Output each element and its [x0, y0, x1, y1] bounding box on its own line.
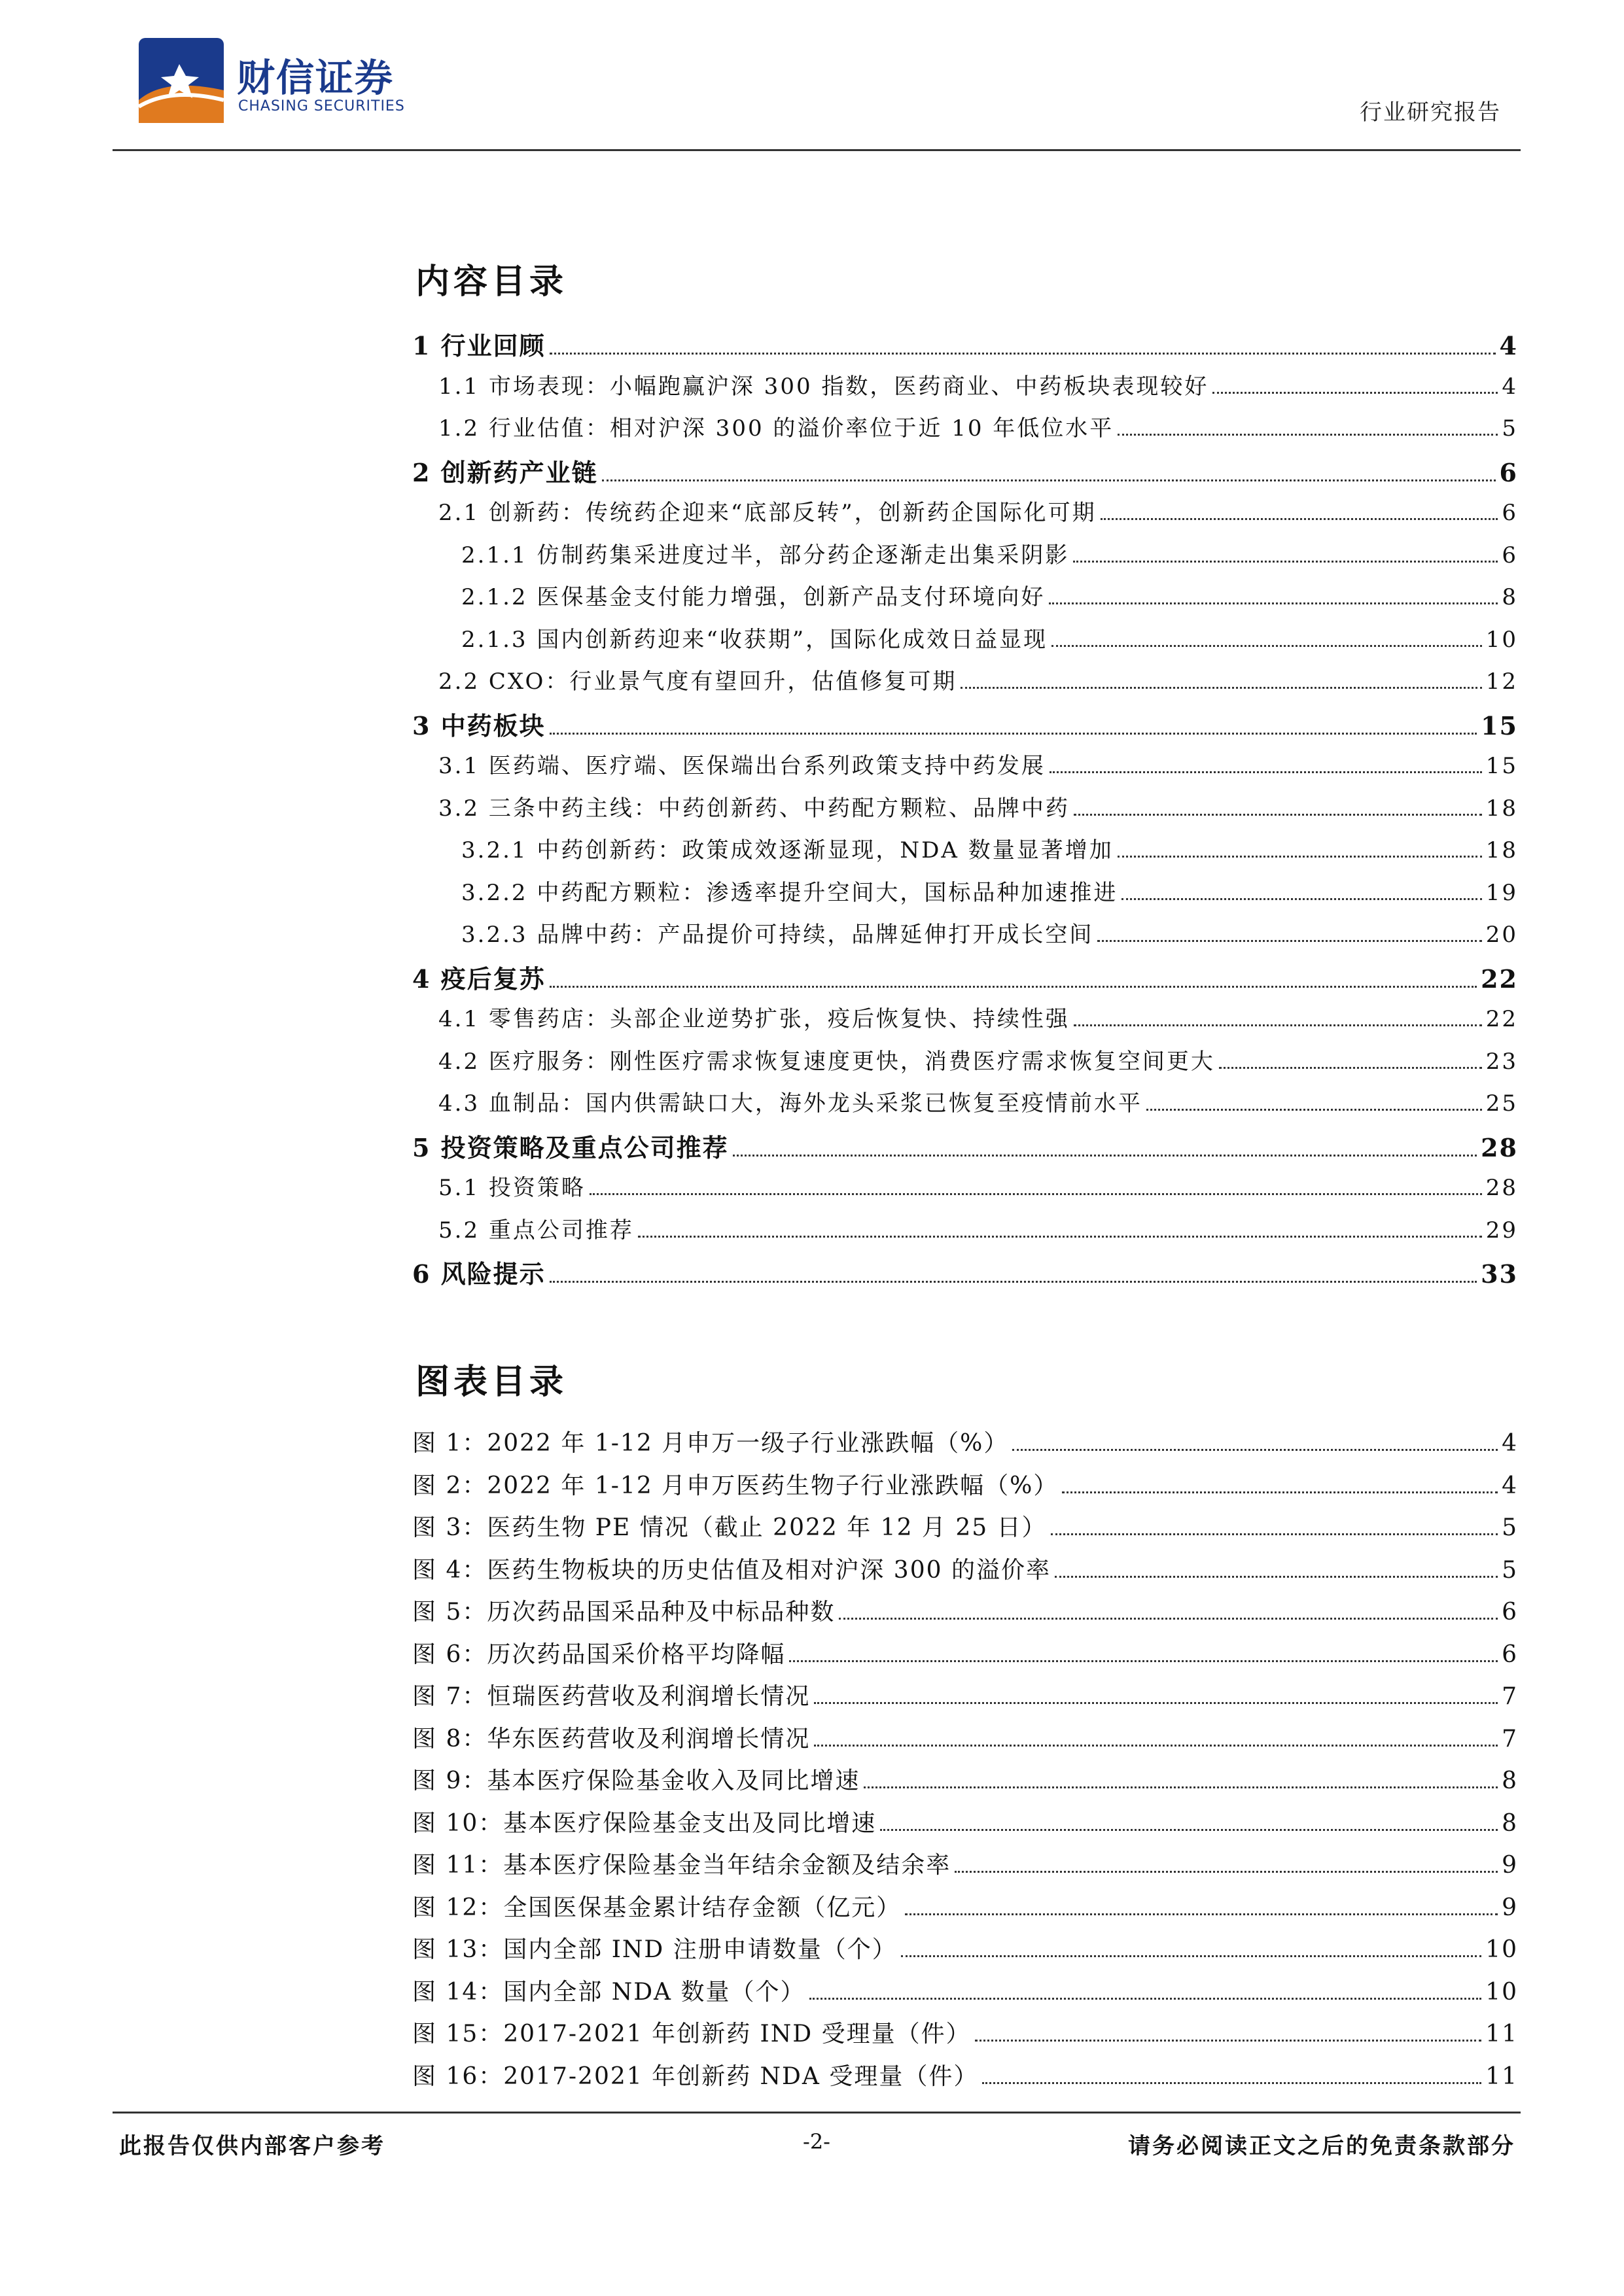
toc-entry[interactable]	[412, 1212, 1518, 1255]
logo-english-name: CHASING SECURITIES	[238, 98, 405, 114]
dot-leader	[1121, 898, 1481, 900]
dot-leader	[1055, 1576, 1498, 1578]
figure-entry-page: 11	[1485, 2021, 1518, 2047]
dot-leader	[864, 1786, 1498, 1788]
toc-entry[interactable]	[412, 875, 1518, 917]
figure-entry[interactable]	[412, 1467, 1518, 1510]
page-footer	[113, 2112, 1521, 2166]
figure-entry[interactable]	[412, 1509, 1518, 1552]
figures-title: 图表目录	[415, 1362, 568, 1402]
dot-leader	[638, 1236, 1482, 1238]
toc-entry-page: 19	[1485, 879, 1518, 906]
dot-leader	[550, 1281, 1477, 1283]
toc-entry-page: 5	[1502, 415, 1518, 442]
toc-entry[interactable]	[412, 1170, 1518, 1212]
figure-entry-page: 6	[1502, 1641, 1518, 1668]
figure-entry-page: 4	[1502, 1472, 1518, 1499]
figure-entry-label: 图 6：历次药品国采价格平均降幅	[412, 1641, 786, 1668]
figure-entry-label: 图 8：华东医药营收及利润增长情况	[412, 1725, 811, 1752]
figure-entry-label: 图 4：医药生物板块的历史估值及相对沪深 300 的溢价率	[412, 1556, 1051, 1584]
figure-entry-label: 图 10：基本医疗保险基金支出及同比增速	[412, 1809, 877, 1837]
toc-entry-label: 3.2.1 中药创新药：政策成效逐渐显现，NDA 数量显著增加	[461, 837, 1114, 863]
toc-entry-page: 28	[1481, 1132, 1518, 1162]
figure-entry-label: 图 9：基本医疗保险基金收入及同比增速	[412, 1767, 860, 1794]
page-header	[113, 31, 1521, 151]
toc-entry[interactable]	[412, 790, 1518, 833]
figure-entry-page: 8	[1502, 1809, 1518, 1837]
figure-entry[interactable]	[412, 1552, 1518, 1594]
toc-entry[interactable]	[412, 832, 1518, 875]
toc-entry-label: 2.1.1 仿制药集采进度过半，部分药企逐渐走出集采阴影	[461, 542, 1070, 568]
dot-leader	[550, 353, 1496, 355]
toc-entry-label: 5 投资策略及重点公司推荐	[412, 1132, 729, 1162]
toc-entry-label: 2 创新药产业链	[412, 457, 598, 487]
toc-entry[interactable]	[412, 706, 1518, 748]
figure-entry[interactable]	[412, 1593, 1518, 1636]
dot-leader	[982, 2082, 1481, 2084]
figure-entry-page: 10	[1485, 1978, 1518, 2006]
toc-entry[interactable]	[412, 579, 1518, 621]
page-number: -2-	[803, 2129, 830, 2154]
toc-entry-label: 1.1 市场表现：小幅跑赢沪深 300 指数，医药商业、中药板块表现较好	[438, 373, 1209, 400]
dot-leader	[1118, 856, 1482, 858]
dot-leader	[1049, 602, 1498, 604]
figure-entry[interactable]	[412, 1425, 1518, 1467]
dot-leader	[880, 1829, 1498, 1831]
toc-entry-label: 1 行业回顾	[412, 331, 546, 360]
dot-leader	[1212, 392, 1498, 394]
figure-entry-page: 5	[1502, 1556, 1518, 1584]
dot-leader	[1050, 771, 1482, 773]
toc-entry[interactable]	[412, 368, 1518, 411]
dot-leader	[1101, 518, 1498, 520]
toc-entry-page: 29	[1485, 1217, 1518, 1244]
toc-entry-page: 15	[1485, 753, 1518, 779]
dot-leader	[1097, 940, 1481, 942]
dot-leader	[590, 1193, 1482, 1195]
figure-entry-label: 图 2：2022 年 1-12 月申万医药生物子行业涨跌幅（%）	[412, 1472, 1059, 1499]
toc-entry-page: 12	[1485, 669, 1518, 695]
figure-entry-label: 图 16：2017-2021 年创新药 NDA 受理量（件）	[412, 2062, 979, 2090]
figure-entry[interactable]	[412, 1720, 1518, 1763]
toc-entry[interactable]	[412, 1001, 1518, 1043]
toc-entry-label: 5.1 投资策略	[438, 1175, 586, 1201]
logo-chinese-name: 财信证券	[237, 56, 395, 100]
figure-entry-label: 图 13：国内全部 IND 注册申请数量（个）	[412, 1936, 897, 1963]
dot-leader	[1051, 1533, 1498, 1535]
figure-entry-page: 9	[1502, 1894, 1518, 1921]
toc-entry-page: 28	[1485, 1175, 1518, 1201]
footer-disclaimer-right: 请务必阅读正文之后的免责条款部分	[1128, 2133, 1515, 2159]
toc-entry[interactable]	[412, 326, 1518, 368]
figure-entry-page: 11	[1485, 2062, 1518, 2090]
dot-leader	[733, 1155, 1477, 1157]
dot-leader	[602, 479, 1496, 481]
figure-entry-page: 10	[1485, 1936, 1518, 1963]
figure-entry[interactable]	[412, 1847, 1518, 1889]
toc-entry-page: 15	[1481, 710, 1518, 740]
figure-entry-label: 图 11：基本医疗保险基金当年结余金额及结余率	[412, 1852, 951, 1879]
company-logo	[139, 38, 466, 123]
chasing-logo-icon	[139, 38, 224, 123]
figure-entry[interactable]	[412, 1889, 1518, 1932]
toc-entry-page: 4	[1502, 373, 1518, 400]
toc-entry-label: 3 中药板块	[412, 710, 546, 740]
dot-leader	[814, 1702, 1498, 1704]
figure-entry[interactable]	[412, 1636, 1518, 1679]
figure-entry-label: 图 3：医药生物 PE 情况（截止 2022 年 12 月 25 日）	[412, 1514, 1047, 1541]
figure-entry-page: 8	[1502, 1767, 1518, 1794]
toc-list	[412, 326, 1518, 1296]
dot-leader	[975, 2040, 1482, 2042]
dot-leader	[1146, 1109, 1482, 1111]
toc-entry-label: 4.3 血制品：国内供需缺口大，海外龙头采浆已恢复至疫情前水平	[438, 1090, 1142, 1117]
figure-entry-page: 7	[1502, 1725, 1518, 1752]
toc-entry-page: 10	[1485, 626, 1518, 653]
toc-entry-page: 18	[1485, 837, 1518, 863]
toc-entry[interactable]	[412, 495, 1518, 537]
toc-entry-label: 2.1.3 国内创新药迎来“收获期”，国际化成效日益显现	[461, 626, 1048, 653]
figure-entry[interactable]	[412, 1805, 1518, 1847]
figure-entry-page: 4	[1502, 1430, 1518, 1457]
toc-entry[interactable]	[412, 748, 1518, 790]
toc-entry-label: 3.1 医药端、医疗端、医保端出台系列政策支持中药发展	[438, 753, 1046, 779]
figure-entry[interactable]	[412, 2015, 1518, 2058]
figure-entry-page: 5	[1502, 1514, 1518, 1541]
toc-entry-page: 25	[1485, 1090, 1518, 1117]
figure-entry-label: 图 14：国内全部 NDA 数量（个）	[412, 1978, 805, 2006]
toc-entry-label: 2.2 CXO：行业景气度有望回升，估值修复可期	[438, 669, 957, 695]
toc-entry-page: 22	[1481, 964, 1518, 994]
toc-entry[interactable]	[412, 959, 1518, 1001]
footer-disclaimer-left: 此报告仅供内部客户参考	[119, 2133, 385, 2159]
dot-leader	[839, 1618, 1498, 1620]
toc-entry[interactable]	[412, 537, 1518, 580]
toc-entry-page: 4	[1499, 331, 1518, 360]
dot-leader	[1012, 1449, 1498, 1451]
toc-title: 内容目录	[415, 262, 568, 302]
toc-entry-label: 4.2 医疗服务：刚性医疗需求恢复速度更快，消费医疗需求恢复空间更大	[438, 1048, 1215, 1075]
dot-leader	[955, 1871, 1498, 1873]
toc-entry-page: 22	[1485, 1006, 1518, 1032]
dot-leader	[550, 986, 1477, 988]
toc-entry-page: 8	[1502, 584, 1518, 610]
dot-leader	[961, 687, 1481, 689]
toc-entry-label: 1.2 行业估值：相对沪深 300 的溢价率位于近 10 年低位水平	[438, 415, 1114, 442]
dot-leader	[1074, 814, 1482, 816]
toc-entry-page: 6	[1502, 500, 1518, 526]
figure-entry[interactable]	[412, 1931, 1518, 1974]
toc-entry[interactable]	[412, 453, 1518, 495]
toc-entry[interactable]	[412, 916, 1518, 959]
dot-leader	[901, 1955, 1481, 1957]
toc-entry-page: 6	[1499, 457, 1518, 487]
toc-entry-page: 20	[1485, 922, 1518, 948]
toc-entry-label: 5.2 重点公司推荐	[438, 1217, 634, 1244]
toc-entry-page: 23	[1485, 1048, 1518, 1075]
toc-entry[interactable]	[412, 410, 1518, 453]
figure-entry-label: 图 12：全国医保基金累计结存金额（亿元）	[412, 1894, 902, 1921]
dot-leader	[1219, 1067, 1482, 1069]
dot-leader	[905, 1913, 1498, 1915]
toc-entry-label: 3.2 三条中药主线：中药创新药、中药配方颗粒、品牌中药	[438, 795, 1070, 822]
report-type-label: 行业研究报告	[1360, 99, 1501, 126]
figure-entry-page: 9	[1502, 1852, 1518, 1879]
toc-entry-label: 2.1.2 医保基金支付能力增强，创新产品支付环境向好	[461, 584, 1046, 610]
toc-entry-label: 4.1 零售药店：头部企业逆势扩张，疫后恢复快、持续性强	[438, 1006, 1070, 1032]
figure-entry-page: 6	[1502, 1599, 1518, 1626]
dot-leader	[1074, 1024, 1482, 1026]
figure-entry[interactable]	[412, 2058, 1518, 2100]
figures-list	[412, 1425, 1518, 2100]
figure-entry-page: 7	[1502, 1683, 1518, 1710]
dot-leader	[789, 1660, 1498, 1662]
figure-entry-label: 图 1：2022 年 1-12 月申万一级子行业涨跌幅（%）	[412, 1430, 1009, 1457]
toc-entry-label: 4 疫后复苏	[412, 964, 546, 994]
dot-leader	[814, 1745, 1498, 1747]
toc-entry-label: 2.1 创新药：传统药企迎来“底部反转”，创新药企国际化可期	[438, 500, 1097, 526]
dot-leader	[1118, 434, 1498, 436]
toc-entry[interactable]	[412, 663, 1518, 706]
toc-entry-page: 6	[1502, 542, 1518, 568]
dot-leader	[809, 1998, 1482, 2000]
figure-entry[interactable]	[412, 1678, 1518, 1720]
toc-entry[interactable]	[412, 1085, 1518, 1128]
toc-entry-label: 3.2.3 品牌中药：产品提价可持续，品牌延伸打开成长空间	[461, 922, 1094, 948]
toc-entry-label: 6 风险提示	[412, 1259, 546, 1289]
dot-leader	[1073, 561, 1498, 563]
toc-entry[interactable]	[412, 1254, 1518, 1296]
dot-leader	[1051, 645, 1482, 647]
toc-entry[interactable]	[412, 1128, 1518, 1170]
toc-entry[interactable]	[412, 1043, 1518, 1086]
toc-entry-label: 3.2.2 中药配方颗粒：渗透率提升空间大，国标品种加速推进	[461, 879, 1118, 906]
toc-entry-page: 18	[1485, 795, 1518, 822]
figure-entry[interactable]	[412, 1974, 1518, 2016]
figure-entry-label: 图 15：2017-2021 年创新药 IND 受理量（件）	[412, 2021, 971, 2047]
figure-entry-label: 图 7：恒瑞医药营收及利润增长情况	[412, 1683, 811, 1710]
figure-entry[interactable]	[412, 1762, 1518, 1805]
figure-entry-label: 图 5：历次药品国采品种及中标品种数	[412, 1599, 836, 1626]
toc-entry[interactable]	[412, 621, 1518, 664]
dot-leader	[1062, 1491, 1498, 1493]
toc-entry-page: 33	[1481, 1259, 1518, 1289]
dot-leader	[550, 733, 1477, 735]
